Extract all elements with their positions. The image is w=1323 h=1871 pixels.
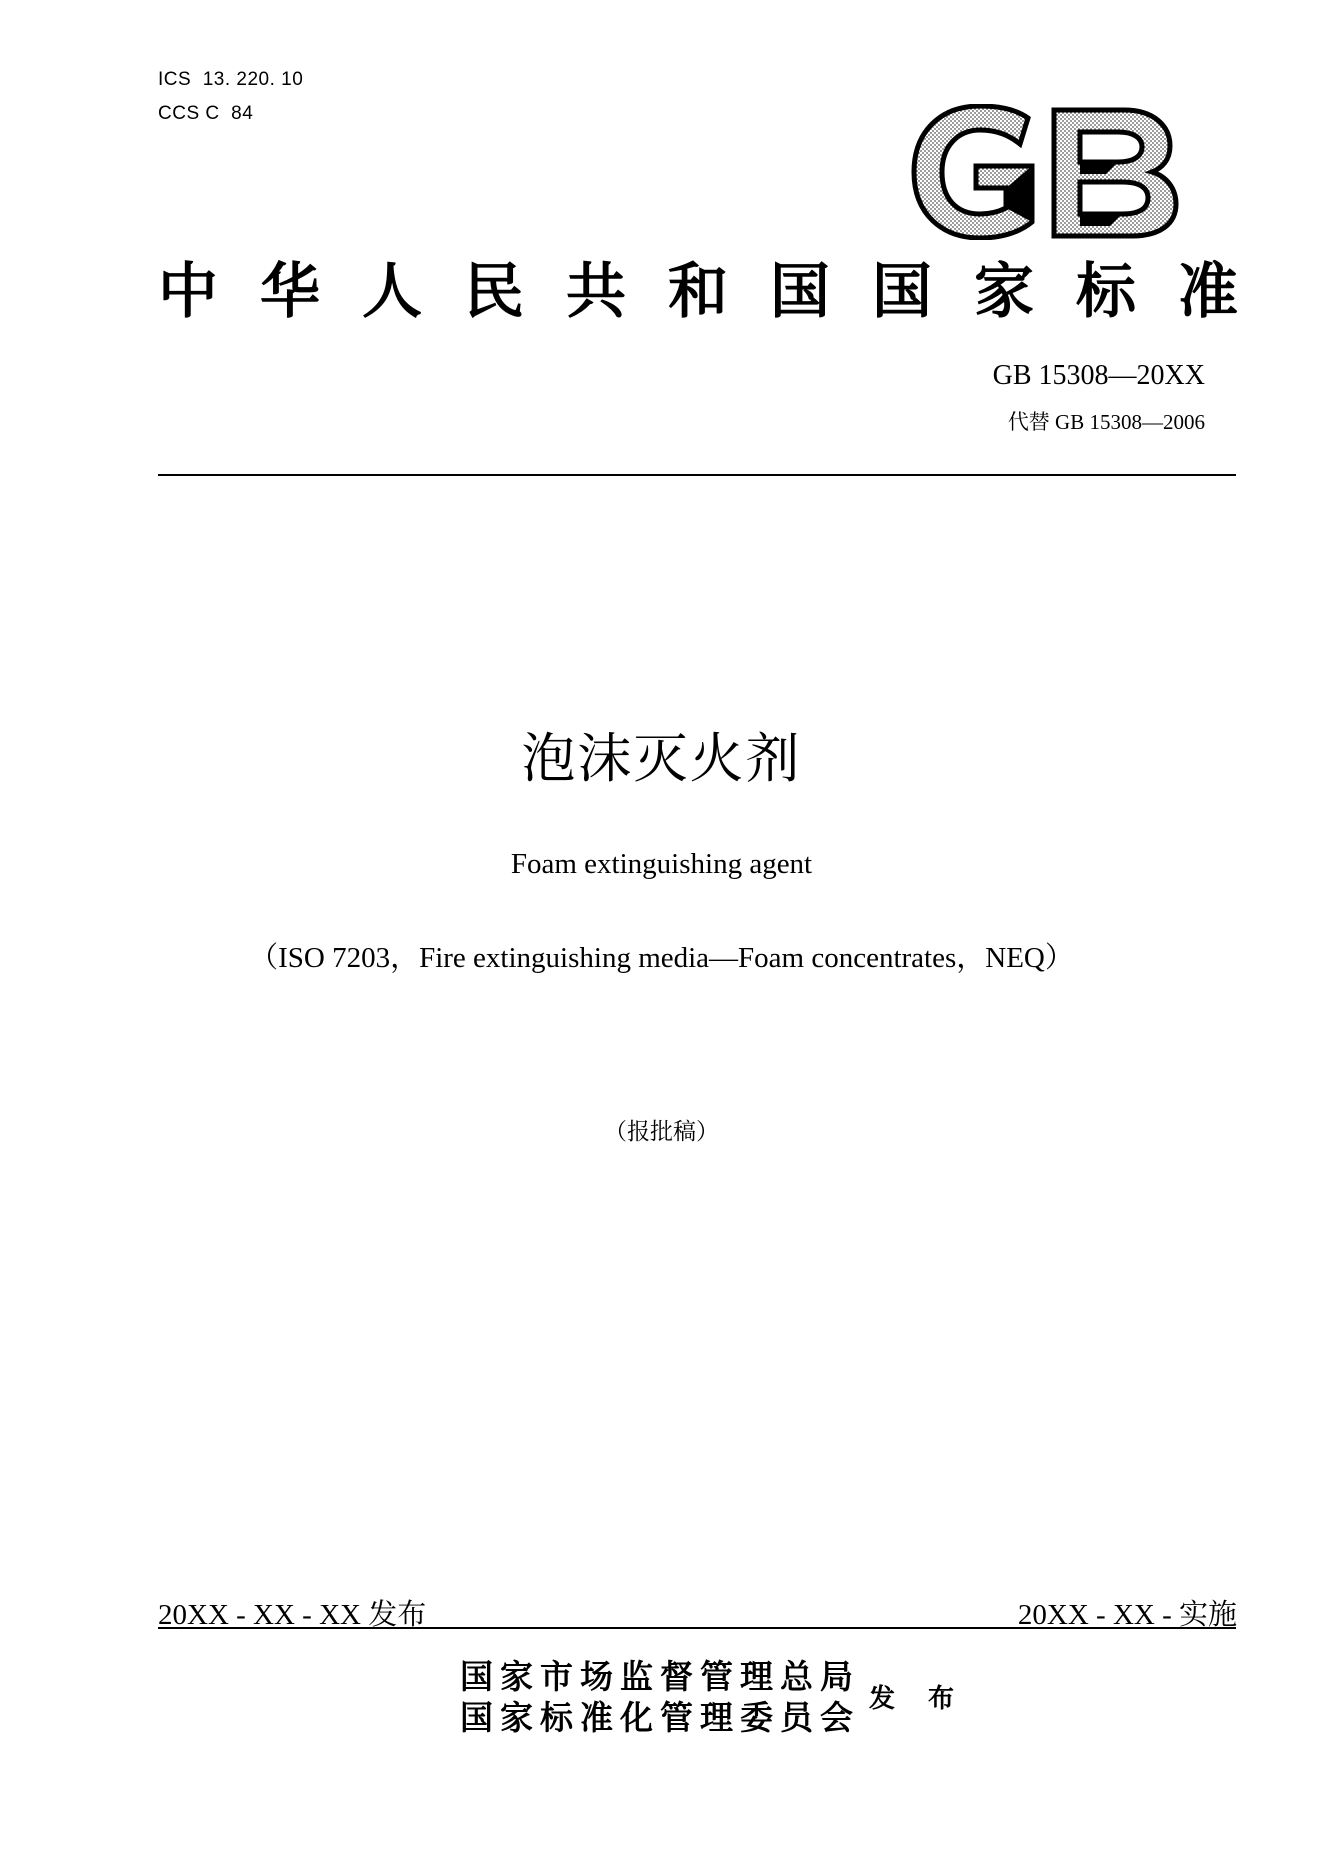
bottom-divider bbox=[158, 1627, 1236, 1629]
ccs-code: CCS C 84 bbox=[158, 103, 254, 124]
issuer-samr: 国家市场监督管理总局 bbox=[460, 1657, 860, 1696]
title-char: 民 bbox=[464, 257, 524, 327]
title-char: 标 bbox=[1076, 257, 1136, 327]
gb-logo-icon bbox=[910, 104, 1180, 240]
issuer-sac: 国家标准化管理委员会 bbox=[460, 1698, 860, 1737]
title-char: 人 bbox=[362, 257, 422, 327]
standard-number: GB 15308—20XX bbox=[992, 360, 1205, 391]
title-char: 共 bbox=[566, 257, 626, 327]
national-standard-title bbox=[158, 256, 1238, 328]
title-char: 国 bbox=[770, 257, 830, 327]
implementation-date: 20XX - XX - 实施 bbox=[1017, 1599, 1237, 1631]
issuing-authorities bbox=[460, 1656, 860, 1738]
title-char: 中 bbox=[158, 257, 218, 327]
replaces-standard: 代替 GB 15308—2006 bbox=[1007, 410, 1205, 434]
document-title-english: Foam extinguishing agent bbox=[510, 848, 813, 880]
title-char: 华 bbox=[260, 257, 320, 327]
ics-code: ICS 13. 220. 10 bbox=[158, 69, 304, 90]
title-char: 和 bbox=[668, 257, 728, 327]
top-divider bbox=[158, 474, 1236, 476]
draft-status: （报批稿） bbox=[604, 1119, 719, 1145]
document-title-chinese: 泡沫灭火剂 bbox=[521, 727, 802, 790]
issue-date: 20XX - XX - XX 发布 bbox=[158, 1599, 427, 1631]
title-char: 准 bbox=[1178, 257, 1238, 327]
title-char: 国 bbox=[872, 257, 932, 327]
iso-reference: （ISO 7203，Fire extinguishing media—Foam concentrates，NEQ） bbox=[249, 942, 1074, 974]
title-char: 家 bbox=[974, 257, 1034, 327]
publish-label: 发 布 bbox=[869, 1684, 967, 1714]
